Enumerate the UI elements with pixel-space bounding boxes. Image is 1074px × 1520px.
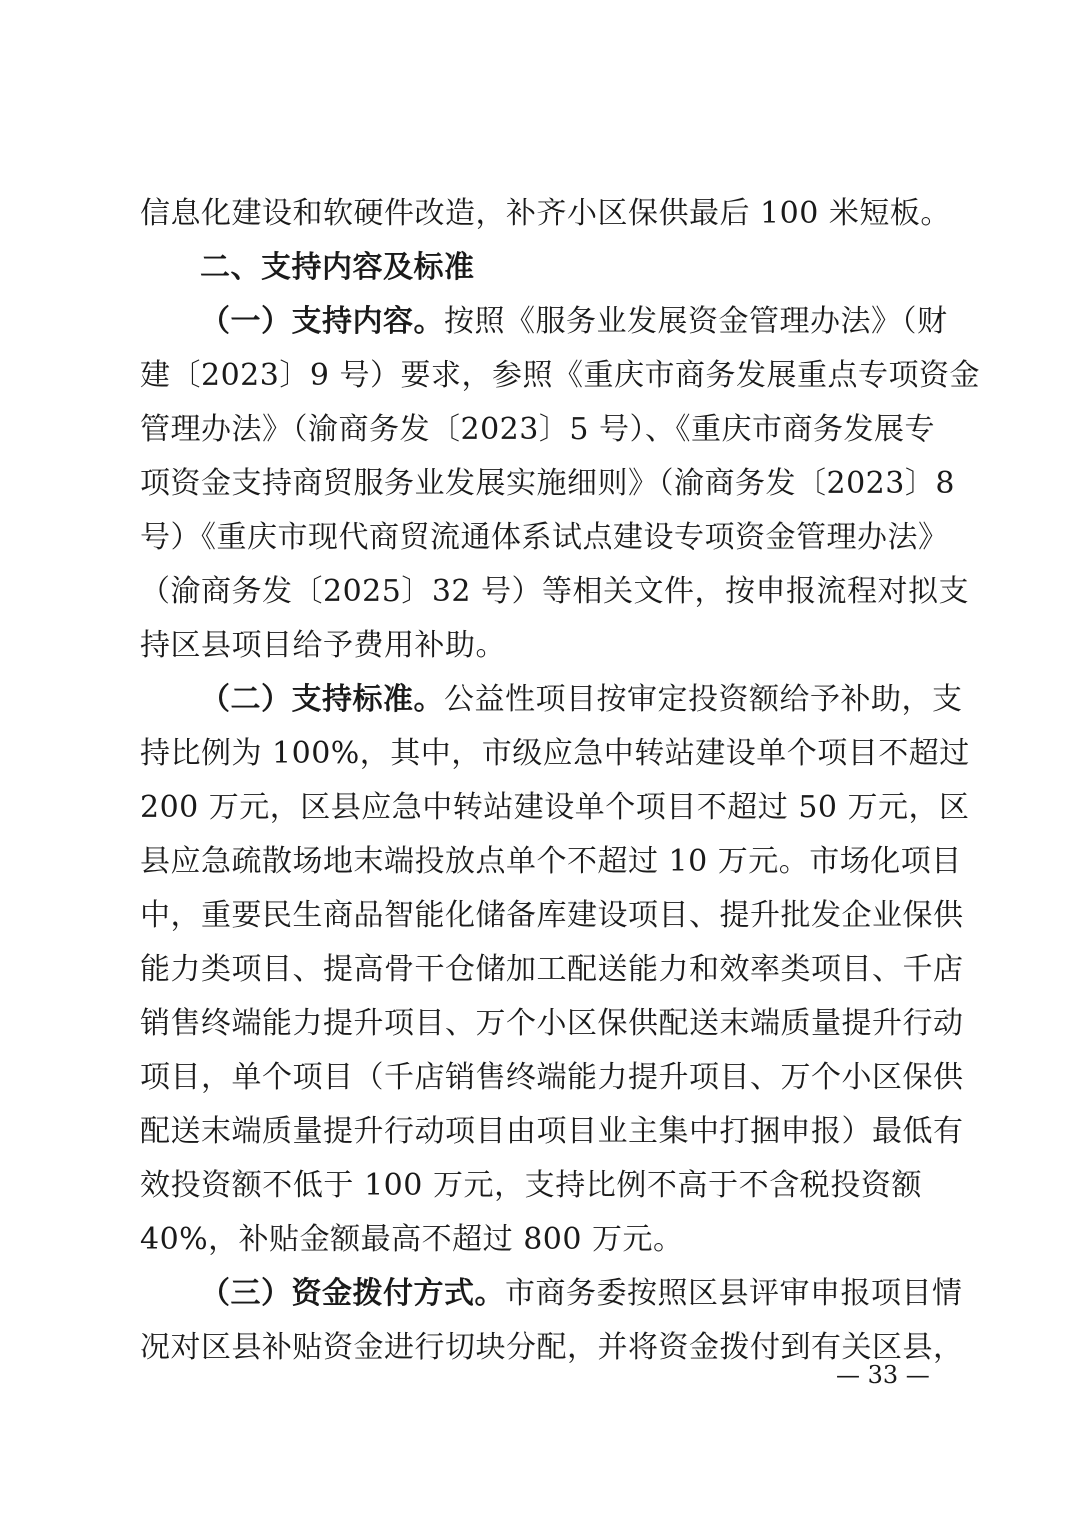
text-line: 县应急疏散场地末端投放点单个不超过 10 万元。市场化项目: [140, 844, 962, 879]
paragraph-continuation: [140, 187, 951, 241]
text-line: 配送末端质量提升行动项目由项目业主集中打捆申报）最低有: [140, 1114, 964, 1149]
text-line: [140, 295, 948, 349]
paragraph-label: （一）支持内容。: [200, 304, 444, 339]
text-line: 40%，补贴金额最高不超过 800 万元。: [140, 1222, 684, 1257]
text-line: （渝商务发〔2025〕32 号）等相关文件，按申报流程对拟支: [140, 574, 970, 609]
text-line: [140, 1267, 963, 1321]
paragraph-support-standard: [140, 673, 970, 1267]
text-line: 200 万元，区县应急中转站建设单个项目不超过 50 万元，区: [140, 790, 970, 825]
text-line: 况对区县补贴资金进行切块分配，并将资金拨付到有关区县，: [140, 1330, 964, 1365]
text-line: 信息化建设和软硬件改造，补齐小区保供最后 100 米短板。: [140, 196, 951, 231]
text-run: 市商务委按照区县评审申报项目情: [505, 1276, 963, 1311]
text-run: 公益性项目按审定投资额给予补助，支: [444, 682, 963, 717]
text-line: 持比例为 100%，其中，市级应急中转站建设单个项目不超过: [140, 736, 970, 771]
paragraph-label: （二）支持标准。: [200, 682, 444, 717]
paragraph-support-content: [140, 295, 980, 673]
text-run: 按照《服务业发展资金管理办法》（财: [444, 304, 948, 339]
text-line: [140, 673, 963, 727]
text-line: 持区县项目给予费用补助。: [140, 628, 506, 663]
page-number: — 33 —: [836, 1361, 930, 1389]
text-line: 项目，单个项目（千店销售终端能力提升项目、万个小区保供: [140, 1060, 964, 1095]
text-line: 销售终端能力提升项目、万个小区保供配送末端质量提升行动: [140, 1006, 964, 1041]
text-line: 效投资额不低于 100 万元，支持比例不高于不含税投资额: [140, 1168, 922, 1203]
text-line: 管理办法》（渝商务发〔2023〕5 号）、《重庆市商务发展专: [140, 412, 935, 447]
text-line: 能力类项目、提高骨干仓储加工配送能力和效率类项目、千店: [140, 952, 964, 987]
text-line: 项资金支持商贸服务业发展实施细则》（渝商务发〔2023〕8: [140, 466, 955, 501]
text-line: 中，重要民生商品智能化储备库建设项目、提升批发企业保供: [140, 898, 964, 933]
paragraph-label: （三）资金拨付方式。: [200, 1276, 505, 1311]
text-line: 建〔2023〕9 号）要求，参照《重庆市商务发展重点专项资金: [140, 358, 980, 393]
text-line: 号）《重庆市现代商贸流通体系试点建设专项资金管理办法》: [140, 520, 949, 555]
section-heading: 二、支持内容及标准: [200, 250, 475, 285]
